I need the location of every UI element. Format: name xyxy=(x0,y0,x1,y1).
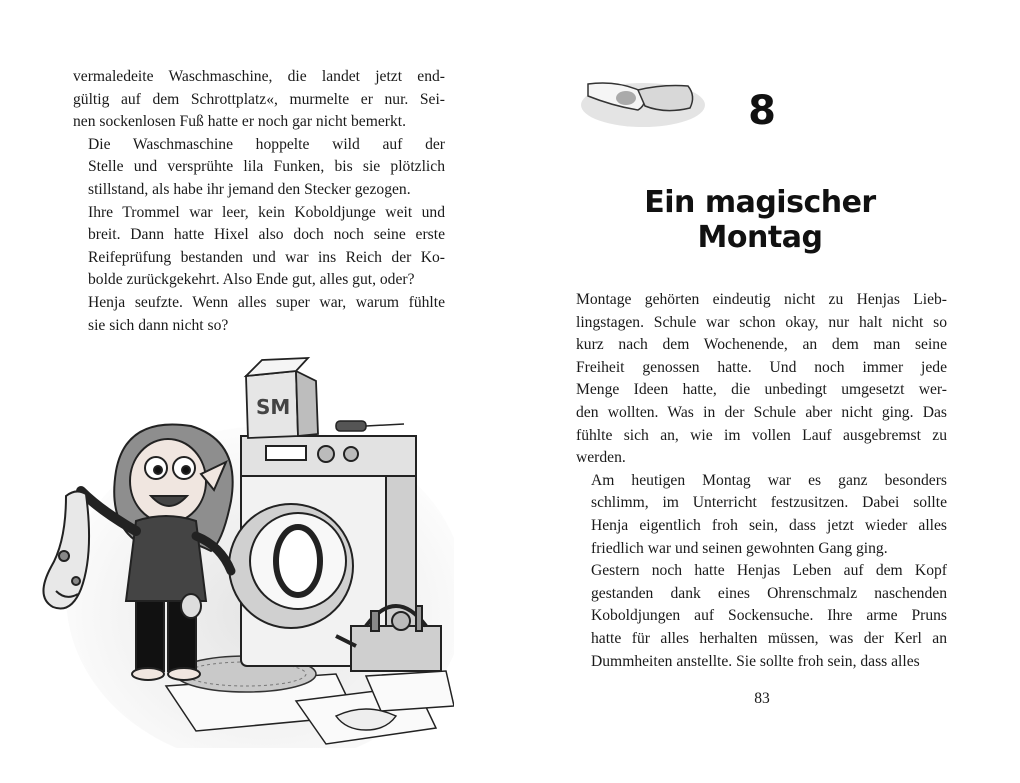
text-line: Henja eigentlich froh sein, dass jetzt wieder alles xyxy=(591,516,947,534)
text-line: breit. Dann hatte Hixel also doch noch seine erste xyxy=(88,226,445,244)
paragraph xyxy=(576,560,947,673)
text-line: Henja seufzte. Wenn alles super war, warum fühlte xyxy=(88,293,445,311)
right-page-text xyxy=(576,289,947,673)
paragraph xyxy=(576,470,947,560)
paragraph xyxy=(73,202,445,292)
detergent-box-label: SM xyxy=(256,395,291,419)
text-line: Gestern noch hatte Henjas Leben auf dem Kopf xyxy=(591,562,947,580)
text-line: gestanden dank eines Ohrenschmalz naschenden xyxy=(591,584,947,602)
paragraph xyxy=(576,289,947,470)
text-line: Koboldjungen auf Sockensuche. Ihre arme Pruns xyxy=(591,607,947,625)
text-line: Montage gehörten eindeutig nicht zu Henjas Lieb- xyxy=(576,291,947,308)
text-line: kurz nach dem Wochenende, an dem man seine xyxy=(576,336,947,354)
text-line: fühlte sich an, wie im vollen Lauf ausgebremst zu xyxy=(576,426,947,444)
text-line: werden. xyxy=(576,449,626,467)
text-line: Dummheiten anstellte. Sie sollte froh sein, dass alles xyxy=(591,652,920,670)
illustration-girl-washing-machine xyxy=(36,356,454,748)
paragraph xyxy=(73,134,445,202)
text-line: Am heutigen Montag war es ganz besonders xyxy=(591,471,947,489)
text-line: gültig auf dem Schrottplatz«, murmelte er nur. Sei- xyxy=(73,90,445,108)
text-line: stillstand, als habe ihr jemand den Stecker gezogen. xyxy=(88,180,411,198)
text-line: Menge Ideen hatte, die unbedingt umgesetzt wer- xyxy=(576,381,947,399)
left-page-text xyxy=(73,66,445,337)
text-line: den wollten. Was in der Schule aber nicht ging. Das xyxy=(576,403,947,421)
text-line: hatte für alles herhalten müssen, was der Kerl an xyxy=(591,629,947,647)
paragraph xyxy=(73,292,445,337)
text-line: sie sich dann nicht so? xyxy=(88,316,229,334)
text-line: Stelle und versprühte lila Funken, bis sie plötzlich xyxy=(88,158,445,176)
text-line: Die Waschmaschine hoppelte wild auf der xyxy=(88,135,445,153)
text-line: Freiheit genossen hatte. Und noch immer jede xyxy=(576,358,947,376)
text-line: Reifeprüfung bestanden und war ins Reich der Ko- xyxy=(88,248,445,266)
socks-decoration xyxy=(578,70,708,130)
chapter-number: 8 xyxy=(748,88,776,134)
paragraph xyxy=(73,66,445,134)
text-line: schlimm, im Unterricht festzusitzen. Dabei sollte xyxy=(591,494,947,512)
text-line: friedlich war und seinen gewohnten Gang ging. xyxy=(591,539,888,557)
text-line: lingstagen. Schule war schon okay, nur halt nicht so xyxy=(576,313,947,331)
text-line: nen sockenlosen Fuß hatte er noch gar nicht bemerkt. xyxy=(73,113,406,131)
text-line: vermaledeite Waschmaschine, die landet jetzt end- xyxy=(73,68,445,85)
page-number: 83 xyxy=(754,690,770,707)
text-line: bolde zurückgekehrt. Also Ende gut, alles gut, oder? xyxy=(88,271,415,289)
chapter-title: Ein magischer Montag xyxy=(644,185,876,255)
text-line: Ihre Trommel war leer, kein Koboldjunge weit und xyxy=(88,203,445,221)
screwdriver xyxy=(336,421,404,431)
